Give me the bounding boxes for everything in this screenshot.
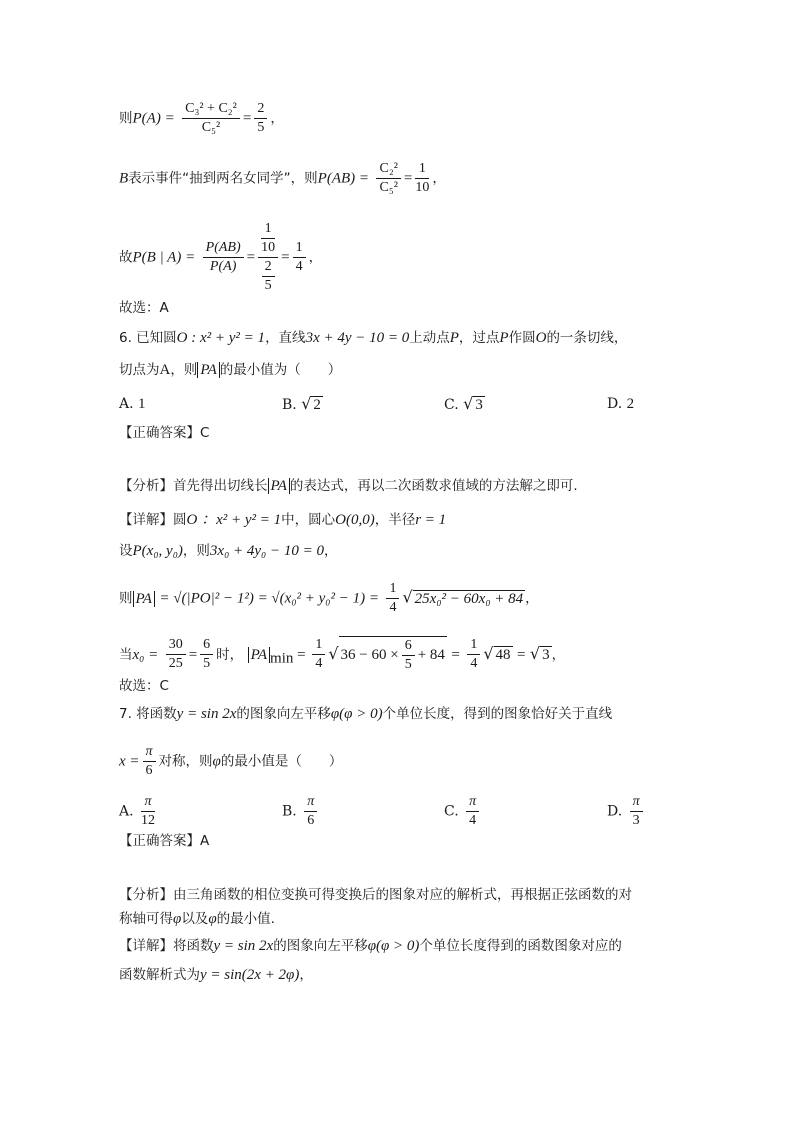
text: 切点为 bbox=[119, 362, 160, 378]
text: 当 bbox=[119, 646, 133, 663]
fraction bbox=[293, 239, 306, 276]
denominator: 5 bbox=[257, 120, 265, 135]
math: A bbox=[159, 362, 171, 378]
sqrt-icon: √ bbox=[301, 394, 312, 413]
option-c bbox=[444, 394, 485, 415]
line-conditional bbox=[119, 220, 322, 295]
pa-expression-line bbox=[119, 580, 539, 617]
fraction bbox=[141, 793, 155, 830]
text: 的图象向左平移 bbox=[273, 938, 368, 954]
fraction bbox=[402, 637, 415, 674]
text: 个单位长度得到的函数图象对应的 bbox=[419, 938, 622, 954]
numerator: π bbox=[466, 793, 479, 812]
math: φ(φ > 0) bbox=[330, 706, 383, 722]
denominator: 4 bbox=[315, 656, 323, 672]
math: P(AB) = bbox=[317, 170, 370, 187]
math: y = sin 2x bbox=[176, 706, 237, 722]
answer-line-6: 故选：C bbox=[119, 678, 169, 694]
complex-fraction bbox=[258, 220, 278, 295]
numerator: π bbox=[304, 793, 317, 812]
sqrt-icon: √ bbox=[529, 643, 541, 663]
problem-6-stem-2 bbox=[119, 360, 341, 380]
denominator: 5 bbox=[404, 657, 412, 672]
analysis-6 bbox=[119, 476, 578, 496]
denominator: 5 bbox=[264, 278, 272, 293]
fraction bbox=[376, 160, 400, 197]
text: 的一条切线， bbox=[546, 330, 628, 346]
fraction bbox=[415, 160, 429, 197]
option-key: D. bbox=[607, 803, 623, 820]
text: ，过点 bbox=[458, 330, 500, 346]
math: 3x₀ + 4y₀ − 10 = 0 bbox=[209, 543, 325, 559]
text: 【详解】将函数 bbox=[119, 938, 214, 954]
math: O ：x² + y² = 1 bbox=[186, 512, 282, 528]
numerator: P(AB) bbox=[203, 239, 244, 258]
text: 7. 将函数 bbox=[119, 706, 177, 722]
math: P(x₀, y₀) bbox=[132, 543, 183, 559]
text: 中，圆心 bbox=[281, 512, 336, 528]
option-b bbox=[282, 793, 320, 830]
text: ，半径 bbox=[374, 512, 416, 528]
text: 以及 bbox=[181, 911, 209, 927]
math: r = 1 bbox=[415, 512, 447, 528]
subscript: min bbox=[270, 650, 294, 667]
math: y = sin 2x bbox=[213, 938, 274, 954]
min-value-line: 当x₀ = $\frac{30}{25}$ = $\frac{6}{5}$ 时， PA $_{min}$ = $\frac{1}{4}$ √ 36 − 60 × $\frac{6}{5}$ + 84 = $\frac{1}{4}$ √ 48 = √ 3 ， bbox=[119, 637, 566, 672]
option-d bbox=[607, 793, 646, 830]
option-d bbox=[607, 394, 634, 414]
denominator: 10 bbox=[261, 240, 276, 255]
fraction bbox=[200, 636, 213, 673]
radicand: 3 bbox=[542, 646, 550, 663]
math: = bbox=[246, 249, 256, 266]
text: 的最小值是（ ） bbox=[220, 753, 343, 770]
fraction bbox=[143, 743, 156, 780]
math: 3x + 4y − 10 = 0 bbox=[305, 330, 410, 346]
option-c bbox=[444, 793, 482, 830]
radicand: 25x₀² − 60x₀ + 84 bbox=[414, 590, 524, 607]
text: ，则 bbox=[182, 543, 210, 559]
text: 的最小值. bbox=[216, 911, 275, 927]
analysis-7-line-1: 【分析】由三角函数的相位变换可得变换后的图象对应的解析式，再根据正弦函数的对 bbox=[119, 887, 632, 903]
math: x₀ = bbox=[132, 646, 159, 663]
text: 则 bbox=[119, 590, 133, 607]
detail-6 bbox=[119, 510, 446, 530]
problem-7-stem bbox=[119, 704, 612, 724]
numerator: 30 bbox=[166, 636, 186, 655]
math: φ bbox=[173, 911, 182, 927]
denominator: 4 bbox=[469, 813, 477, 828]
numerator: C₃² + C₂² bbox=[182, 100, 240, 119]
text: 称轴可得 bbox=[119, 911, 173, 927]
sqrt-icon: √ bbox=[463, 394, 474, 413]
text: 则 bbox=[119, 110, 133, 127]
fraction bbox=[254, 100, 267, 137]
math: B bbox=[119, 170, 129, 187]
fraction bbox=[262, 258, 275, 295]
numerator: 6 bbox=[200, 636, 213, 655]
text: 故 bbox=[119, 249, 133, 266]
text: ， bbox=[551, 646, 566, 663]
radicand: 48 bbox=[495, 646, 511, 663]
denominator: 10 bbox=[415, 180, 430, 195]
option-value: 3 bbox=[475, 397, 483, 413]
numerator: 1 bbox=[312, 636, 325, 655]
numerator: 2 bbox=[254, 100, 267, 119]
option-key: A. bbox=[119, 396, 134, 412]
math: φ bbox=[212, 753, 221, 770]
text: ， bbox=[324, 543, 338, 559]
text: ， bbox=[270, 110, 284, 127]
text: 的图象向左平移 bbox=[236, 706, 331, 722]
option-a bbox=[119, 394, 146, 414]
math: y = sin(2x + 2φ) bbox=[200, 967, 300, 983]
denominator: 12 bbox=[141, 813, 156, 828]
text: 设 bbox=[119, 543, 133, 559]
fraction bbox=[182, 100, 240, 137]
denominator: 25 bbox=[168, 656, 183, 672]
sqrt-icon: √ bbox=[402, 587, 413, 607]
problem-7-stem-2 bbox=[119, 743, 342, 780]
denominator: C₅² bbox=[379, 180, 398, 195]
sqrt-icon: √ bbox=[483, 643, 494, 663]
math: = bbox=[403, 170, 413, 187]
text: ， bbox=[299, 967, 313, 983]
fraction bbox=[312, 636, 325, 673]
numerator: π bbox=[143, 743, 156, 762]
radicand bbox=[339, 636, 447, 674]
numerator: π bbox=[141, 793, 155, 812]
option-key: D. bbox=[607, 396, 623, 412]
fraction bbox=[203, 239, 244, 276]
fraction bbox=[261, 220, 275, 257]
denominator bbox=[258, 258, 278, 295]
math: = bbox=[516, 646, 526, 663]
answer-line-5: 故选：A bbox=[119, 300, 169, 316]
math: O bbox=[535, 330, 547, 346]
correct-answer-6: 【正确答案】C bbox=[119, 425, 210, 441]
fraction bbox=[467, 636, 480, 673]
text: ， bbox=[432, 170, 446, 187]
text: 上动点 bbox=[409, 330, 450, 346]
text: 的最小值为（ ） bbox=[219, 362, 342, 378]
text: 的表达式，再以二次函数求值域的方法解之即可. bbox=[289, 478, 578, 494]
denominator: 3 bbox=[632, 813, 640, 828]
denominator: 6 bbox=[307, 813, 315, 828]
option-key: C. bbox=[444, 803, 459, 820]
math: = bbox=[281, 249, 290, 266]
text: 【分析】首先得出切线长 bbox=[119, 478, 268, 494]
numerator: 1 bbox=[386, 580, 399, 599]
text: 时， bbox=[216, 646, 244, 663]
numerator: 6 bbox=[402, 637, 415, 656]
text: 作圆 bbox=[508, 330, 536, 346]
denominator: 4 bbox=[295, 259, 303, 274]
analysis-7-line-2 bbox=[119, 909, 275, 929]
fraction bbox=[304, 793, 317, 830]
denominator: C₅² bbox=[201, 120, 221, 135]
text: ，直线 bbox=[265, 330, 306, 346]
text: 【详解】圆 bbox=[119, 512, 187, 528]
math: = bbox=[188, 646, 198, 663]
set-p-line bbox=[119, 541, 338, 561]
math: P bbox=[449, 330, 459, 346]
numerator: C₂² bbox=[376, 160, 400, 179]
numerator: 1 bbox=[415, 160, 429, 179]
math: = bbox=[451, 646, 460, 663]
math: PA bbox=[248, 647, 270, 663]
fraction bbox=[386, 580, 399, 617]
math: PA bbox=[268, 478, 290, 494]
numerator: 1 bbox=[261, 220, 275, 239]
fraction bbox=[466, 793, 479, 830]
text: ， bbox=[525, 590, 539, 607]
option-value: 2 bbox=[626, 396, 635, 412]
text: 表示事件“抽到两名女同学”，则 bbox=[128, 170, 318, 187]
numerator: π bbox=[630, 793, 643, 812]
numerator: 1 bbox=[293, 239, 306, 258]
denominator: 4 bbox=[470, 656, 478, 672]
text: 6. 已知圆 bbox=[119, 330, 177, 346]
math: + 84 bbox=[417, 646, 445, 663]
text: ，则 bbox=[170, 362, 198, 378]
option-value: 1 bbox=[138, 396, 146, 412]
math: 36 − 60 × bbox=[340, 646, 399, 663]
option-a bbox=[119, 793, 158, 830]
math: φ(φ > 0) bbox=[367, 938, 420, 954]
denominator: P(A) bbox=[209, 259, 237, 274]
denominator: 4 bbox=[389, 600, 397, 615]
text: ， bbox=[308, 249, 323, 266]
math: = bbox=[242, 110, 252, 127]
math: x = bbox=[119, 753, 140, 770]
detail-7-line-2 bbox=[119, 965, 313, 985]
line-b-event bbox=[119, 160, 446, 197]
math: O : x² + y² = 1 bbox=[176, 330, 266, 346]
math: P bbox=[499, 330, 509, 346]
option-key: B. bbox=[282, 803, 297, 820]
option-b bbox=[282, 394, 323, 415]
text: 对称，则 bbox=[158, 753, 213, 770]
detail-7-line-1 bbox=[119, 936, 622, 956]
denominator: 5 bbox=[203, 656, 211, 672]
math: P(A) = bbox=[132, 110, 175, 127]
numerator bbox=[258, 220, 278, 258]
math: PA bbox=[133, 591, 155, 607]
text: 函数解析式为 bbox=[119, 967, 200, 983]
option-key: A. bbox=[119, 803, 134, 820]
numerator: 1 bbox=[467, 636, 480, 655]
option-value: 2 bbox=[313, 397, 321, 413]
line-pa bbox=[119, 100, 284, 137]
denominator: 6 bbox=[145, 763, 153, 778]
text: 个单位长度，得到的图象恰好关于直线 bbox=[382, 706, 613, 722]
math: = √(|PO|² − 1²) = √(x₀² + y₀² − 1) = bbox=[159, 590, 380, 607]
problem-6-stem bbox=[119, 328, 627, 348]
math: O(0,0) bbox=[335, 512, 375, 528]
option-key: C. bbox=[444, 397, 459, 413]
sqrt-icon: √ bbox=[328, 643, 339, 663]
fraction bbox=[630, 793, 643, 830]
correct-answer-7: 【正确答案】A bbox=[119, 833, 210, 849]
math: P(B | A) = bbox=[132, 249, 196, 266]
numerator: 2 bbox=[262, 258, 275, 277]
math: PA bbox=[197, 362, 219, 378]
fraction bbox=[166, 636, 186, 673]
option-key: B. bbox=[282, 397, 297, 413]
math: φ bbox=[208, 911, 217, 927]
